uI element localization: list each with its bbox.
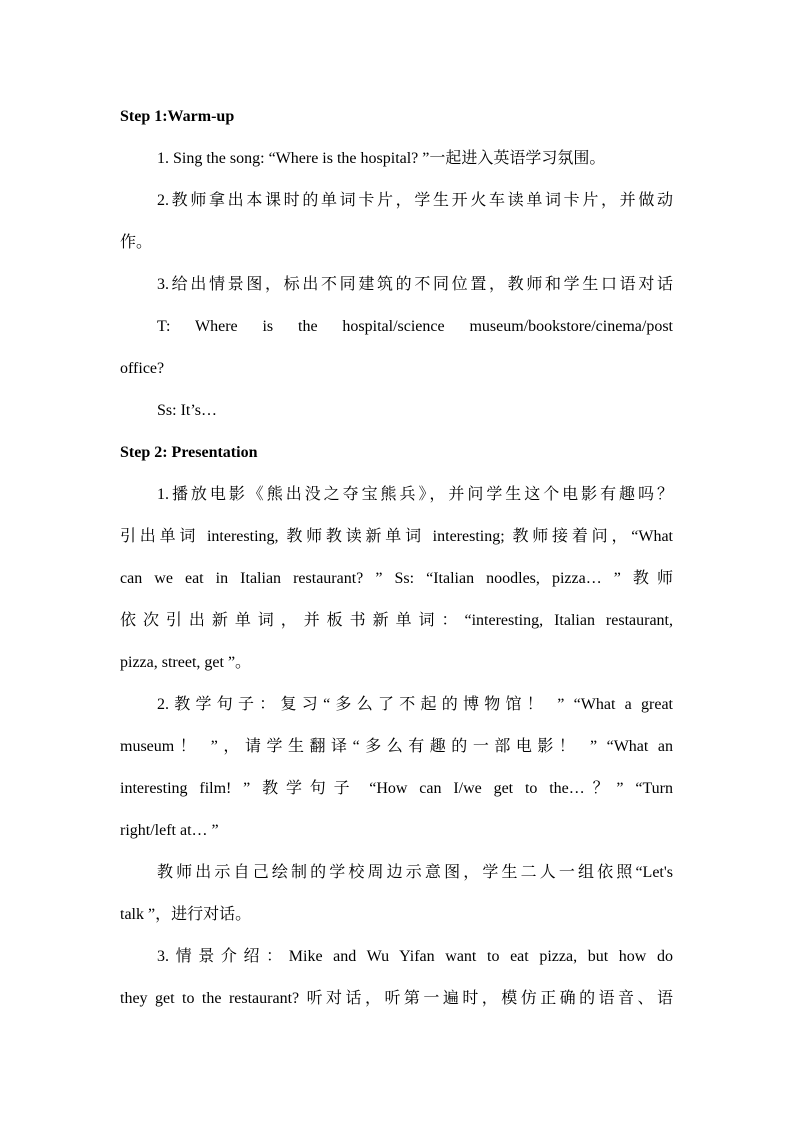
step2-movie-item-line3: can we eat in Italian restaurant? ” Ss: “Italian noodles, pizza… ” 教师 [120,570,673,587]
step2-movie-item-line2: 引出单词 interesting, 教师教读新单词 interesting; 教师接着问，“What [120,528,673,545]
step2-sentence-item-line4: right/left at… ” [120,822,219,839]
step1-scene-dialogue-item: 3.给出情景图，标出不同建筑的不同位置，教师和学生口语对话 [157,276,673,293]
step1-word-cards-item-line1: 2.教师拿出本课时的单词卡片，学生开火车读单词卡片，并做动 [157,192,673,209]
step2-movie-item-line1: 1.播放电影《熊出没之夺宝熊兵》，并问学生这个电影有趣吗？ [157,486,673,503]
step1-word-cards-item-line2: 作。 [120,234,153,251]
step2-scene-intro-line2: they get to the restaurant? 听对话，听第一遍时，模仿正确的语音、语 [120,990,673,1007]
step1-teacher-question-line2: office? [120,360,165,377]
step2-sentence-item-line2: museum！ ”，请学生翻译“多么有趣的一部电影！ ” “What an [120,738,673,755]
step2-movie-item-line5: pizza, street, get ”。 [120,654,252,671]
step2-movie-item-line4: 依次引出新单词，并板书新单词：“interesting, Italian restaurant, [120,612,673,629]
step2-sentence-item-line1: 2.教学句子：复习“多么了不起的博物馆！ ” “What a great [157,696,673,713]
step1-teacher-question-line1: T: Where is the hospital/science museum/bookstore/cinema/post [157,318,673,335]
step1-heading: Step 1:Warm-up [120,108,235,125]
step2-heading: Step 2: Presentation [120,444,258,461]
document-page [120,96,673,1020]
step2-map-dialogue-line1: 教师出示自己绘制的学校周边示意图，学生二人一组依照“Let's [157,864,673,881]
step2-scene-intro-line1: 3.情景介绍：Mike and Wu Yifan want to eat pizza, but how do [157,948,673,965]
step2-sentence-item-line3: interesting film! ” 教学句子 “How can I/we get to the…？” “Turn [120,780,673,797]
step1-student-answer: Ss: It’s… [157,402,218,419]
step2-map-dialogue-line2: talk ”，进行对话。 [120,906,252,923]
step1-sing-song-item: 1. Sing the song: “Where is the hospital? ”一起进入英语学习氛围。 [157,150,606,167]
